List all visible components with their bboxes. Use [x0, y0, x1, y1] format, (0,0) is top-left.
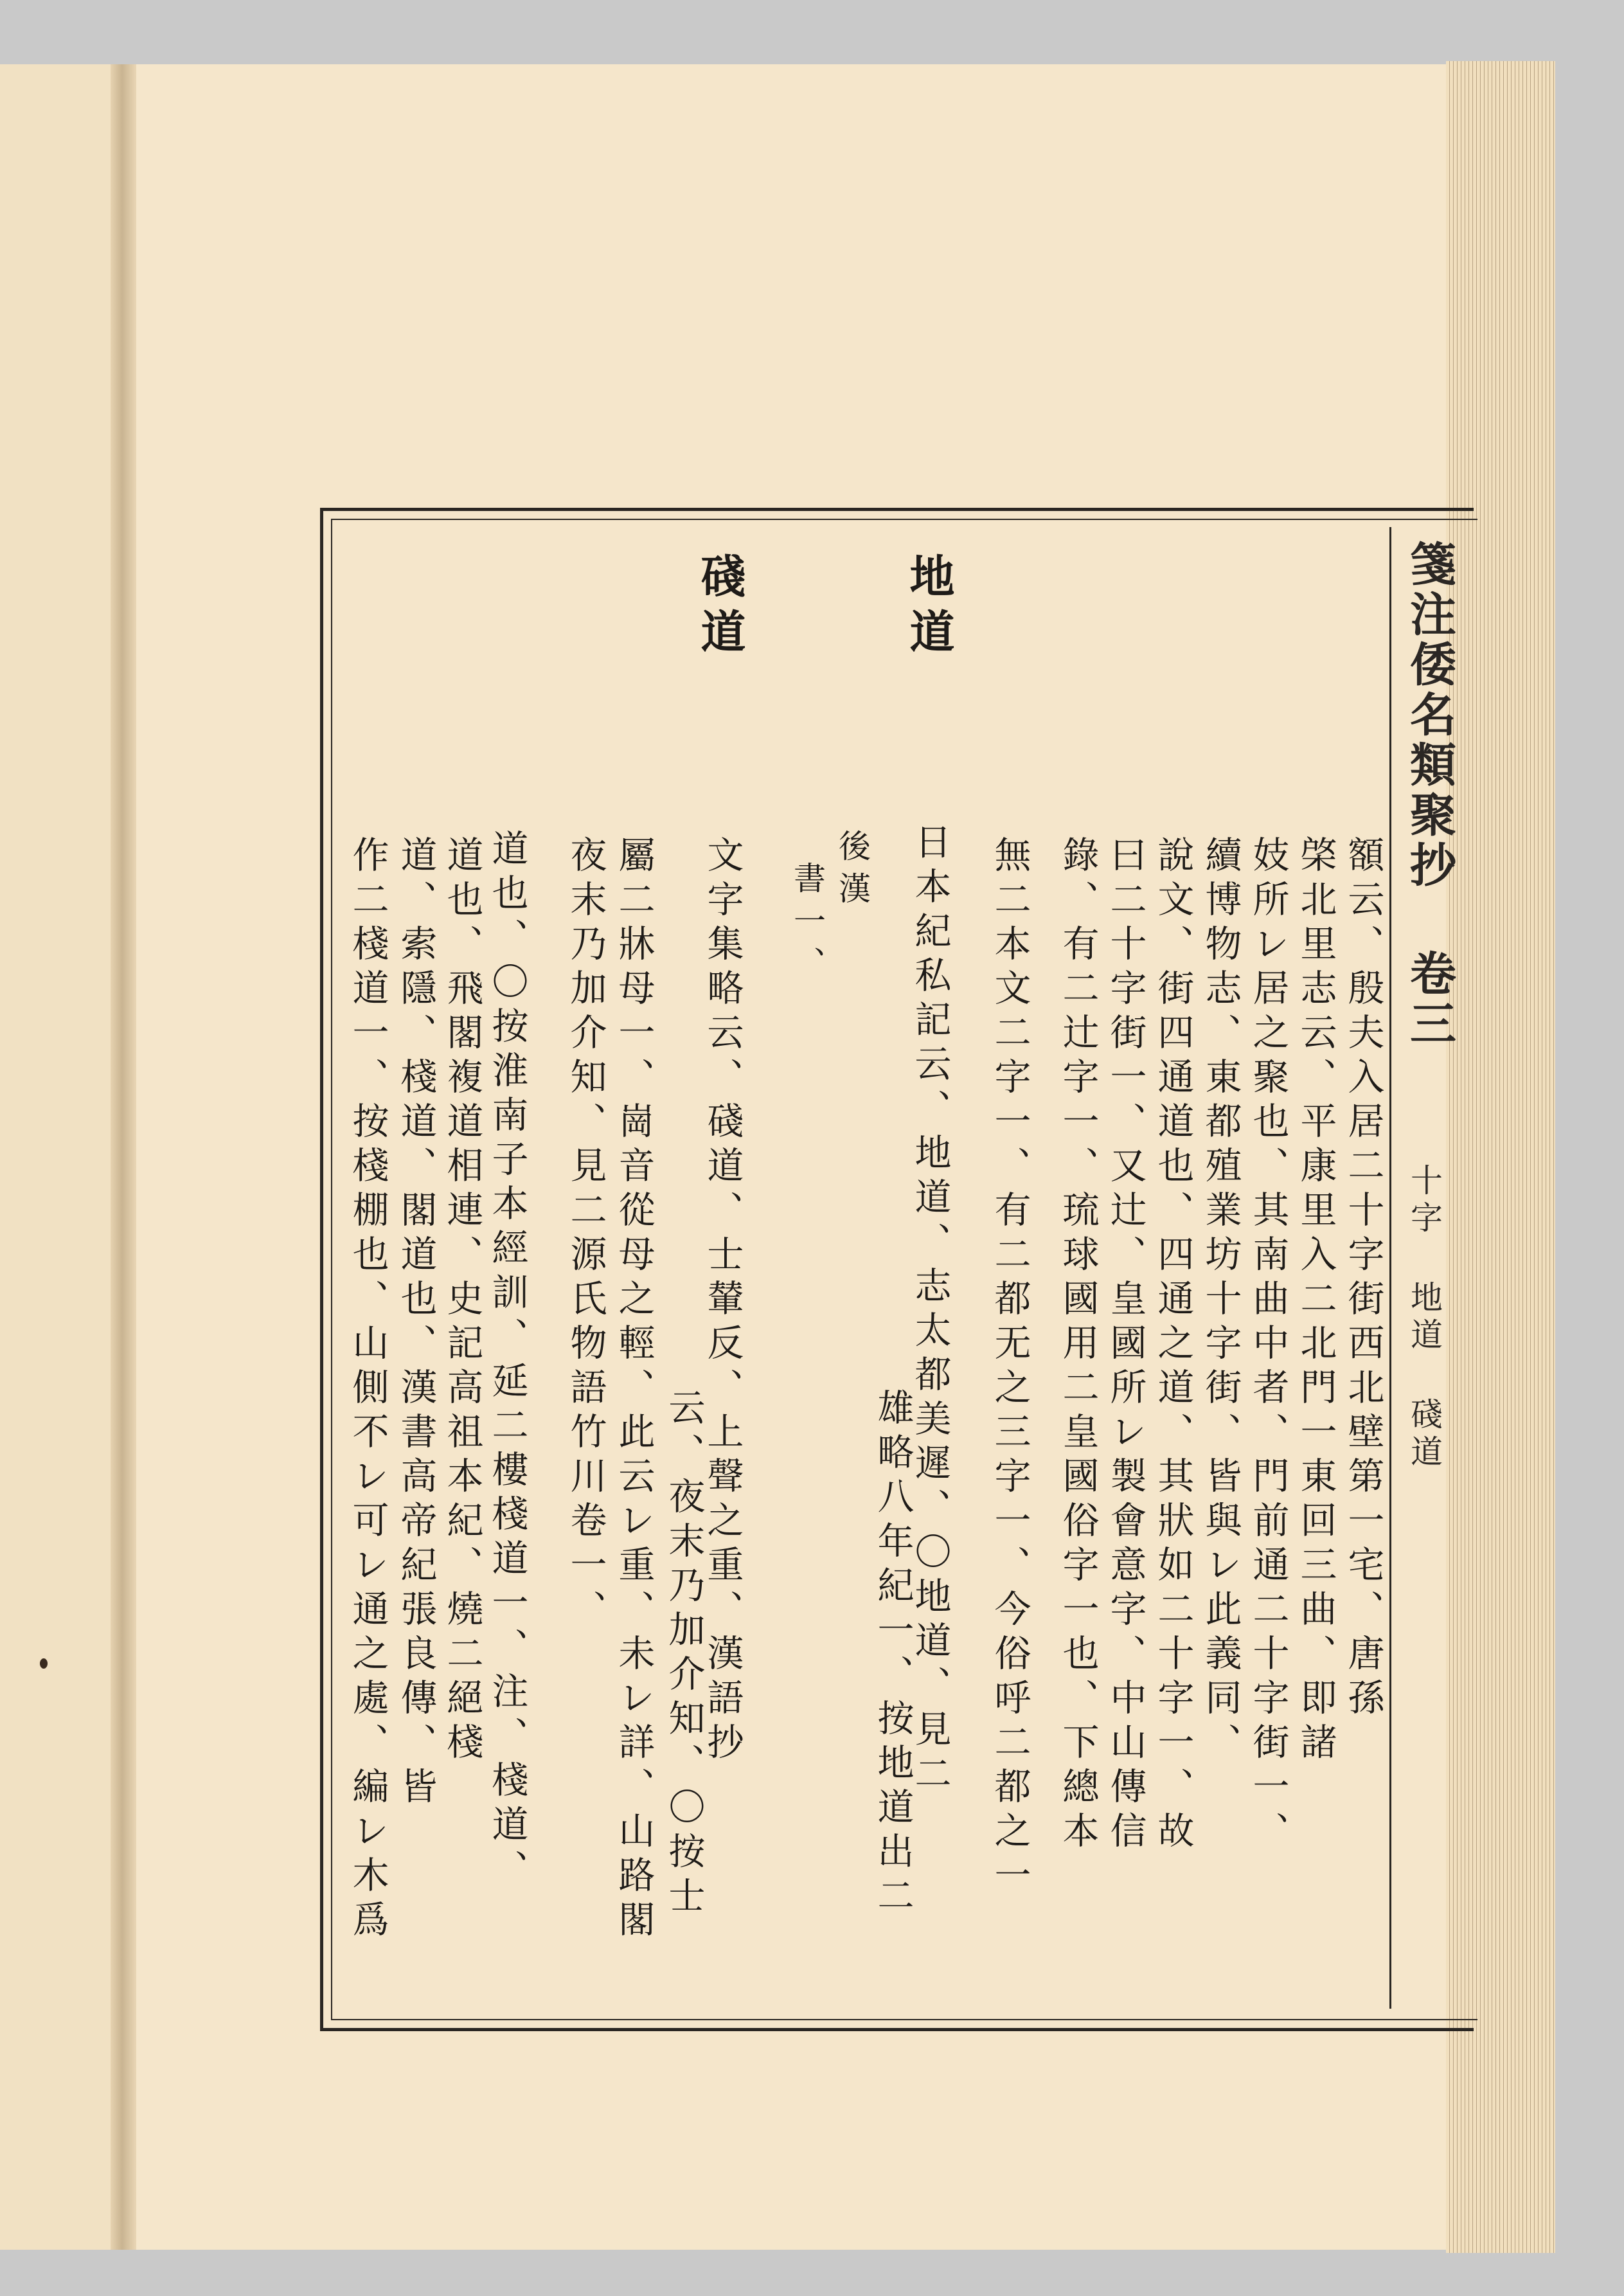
text-column: 說文、街四通道也、四通之道、其狀如二十字一、故 — [1152, 836, 1194, 1856]
text-column: 棨北里志云、平康里入二北門一東回三曲、即諸 — [1294, 836, 1337, 1767]
text-column: 道也、〇按淮南子本經訓、延二樓棧道一、注、棧道、 — [486, 829, 528, 1894]
text-column: 雄略八年紀一、按地道出二 — [871, 1388, 914, 1921]
text-column: 無二本文二字一、有二都无之三字一、今俗呼二都之一 — [988, 836, 1031, 1900]
text-column: 後漢 — [834, 829, 871, 914]
heading-chidou: 地道 — [902, 553, 956, 663]
text-column: 錄、有二辻字一、琉球國用二皇國俗字一也、下總本 — [1057, 836, 1099, 1856]
text-column: 續博物志、東都殖業坊十字街、皆與レ此義同、 — [1199, 836, 1242, 1767]
text-column: 道、索隱、棧道、閣道也、漢書高帝紀張良傳、皆 — [395, 836, 437, 1811]
section-note: 十字 地道 碊道 — [1405, 1163, 1443, 1472]
text-column: 額云、殷夫入居二十字街西北壁第一宅、唐孫 — [1342, 836, 1384, 1723]
text-column: 日本紀私記云、地道、志太都美遲、〇地道、見二 — [909, 823, 951, 1798]
left-page — [0, 64, 125, 2250]
text-column: 文字集略云、碊道、士輦反、上聲之重、漢語抄 — [701, 836, 744, 1767]
text-column: 妓所レ居之聚也、其南曲中者、門前通二十字街一、 — [1247, 836, 1289, 1856]
text-column: 云、夜末乃加介知、〇按士 — [663, 1388, 705, 1921]
text-column: 書一、 — [789, 861, 826, 989]
margin-divider — [1389, 527, 1391, 2009]
heading-sandou: 碊道 — [693, 553, 747, 663]
text-column: 道也、飛閣複道相連、史記高祖本紀、燒二絕棧 — [441, 836, 483, 1767]
text-column: 作二棧道一、按棧棚也、山側不レ可レ通之處、編レ木爲 — [346, 836, 389, 1944]
text-column: 夜末乃加介知、見二源氏物語竹川卷一、 — [564, 836, 607, 1634]
book-gutter — [111, 64, 136, 2250]
paper-spot — [40, 1658, 48, 1669]
running-title: 箋注倭名類聚抄 卷三 — [1402, 540, 1457, 1050]
text-column: 屬二牀母一、崗音從母之輕、此云レ重、未レ詳、山路閣 — [612, 836, 655, 1944]
text-column: 曰二十字街一、又辻、皇國所レ製會意字、中山傳信 — [1104, 836, 1147, 1856]
